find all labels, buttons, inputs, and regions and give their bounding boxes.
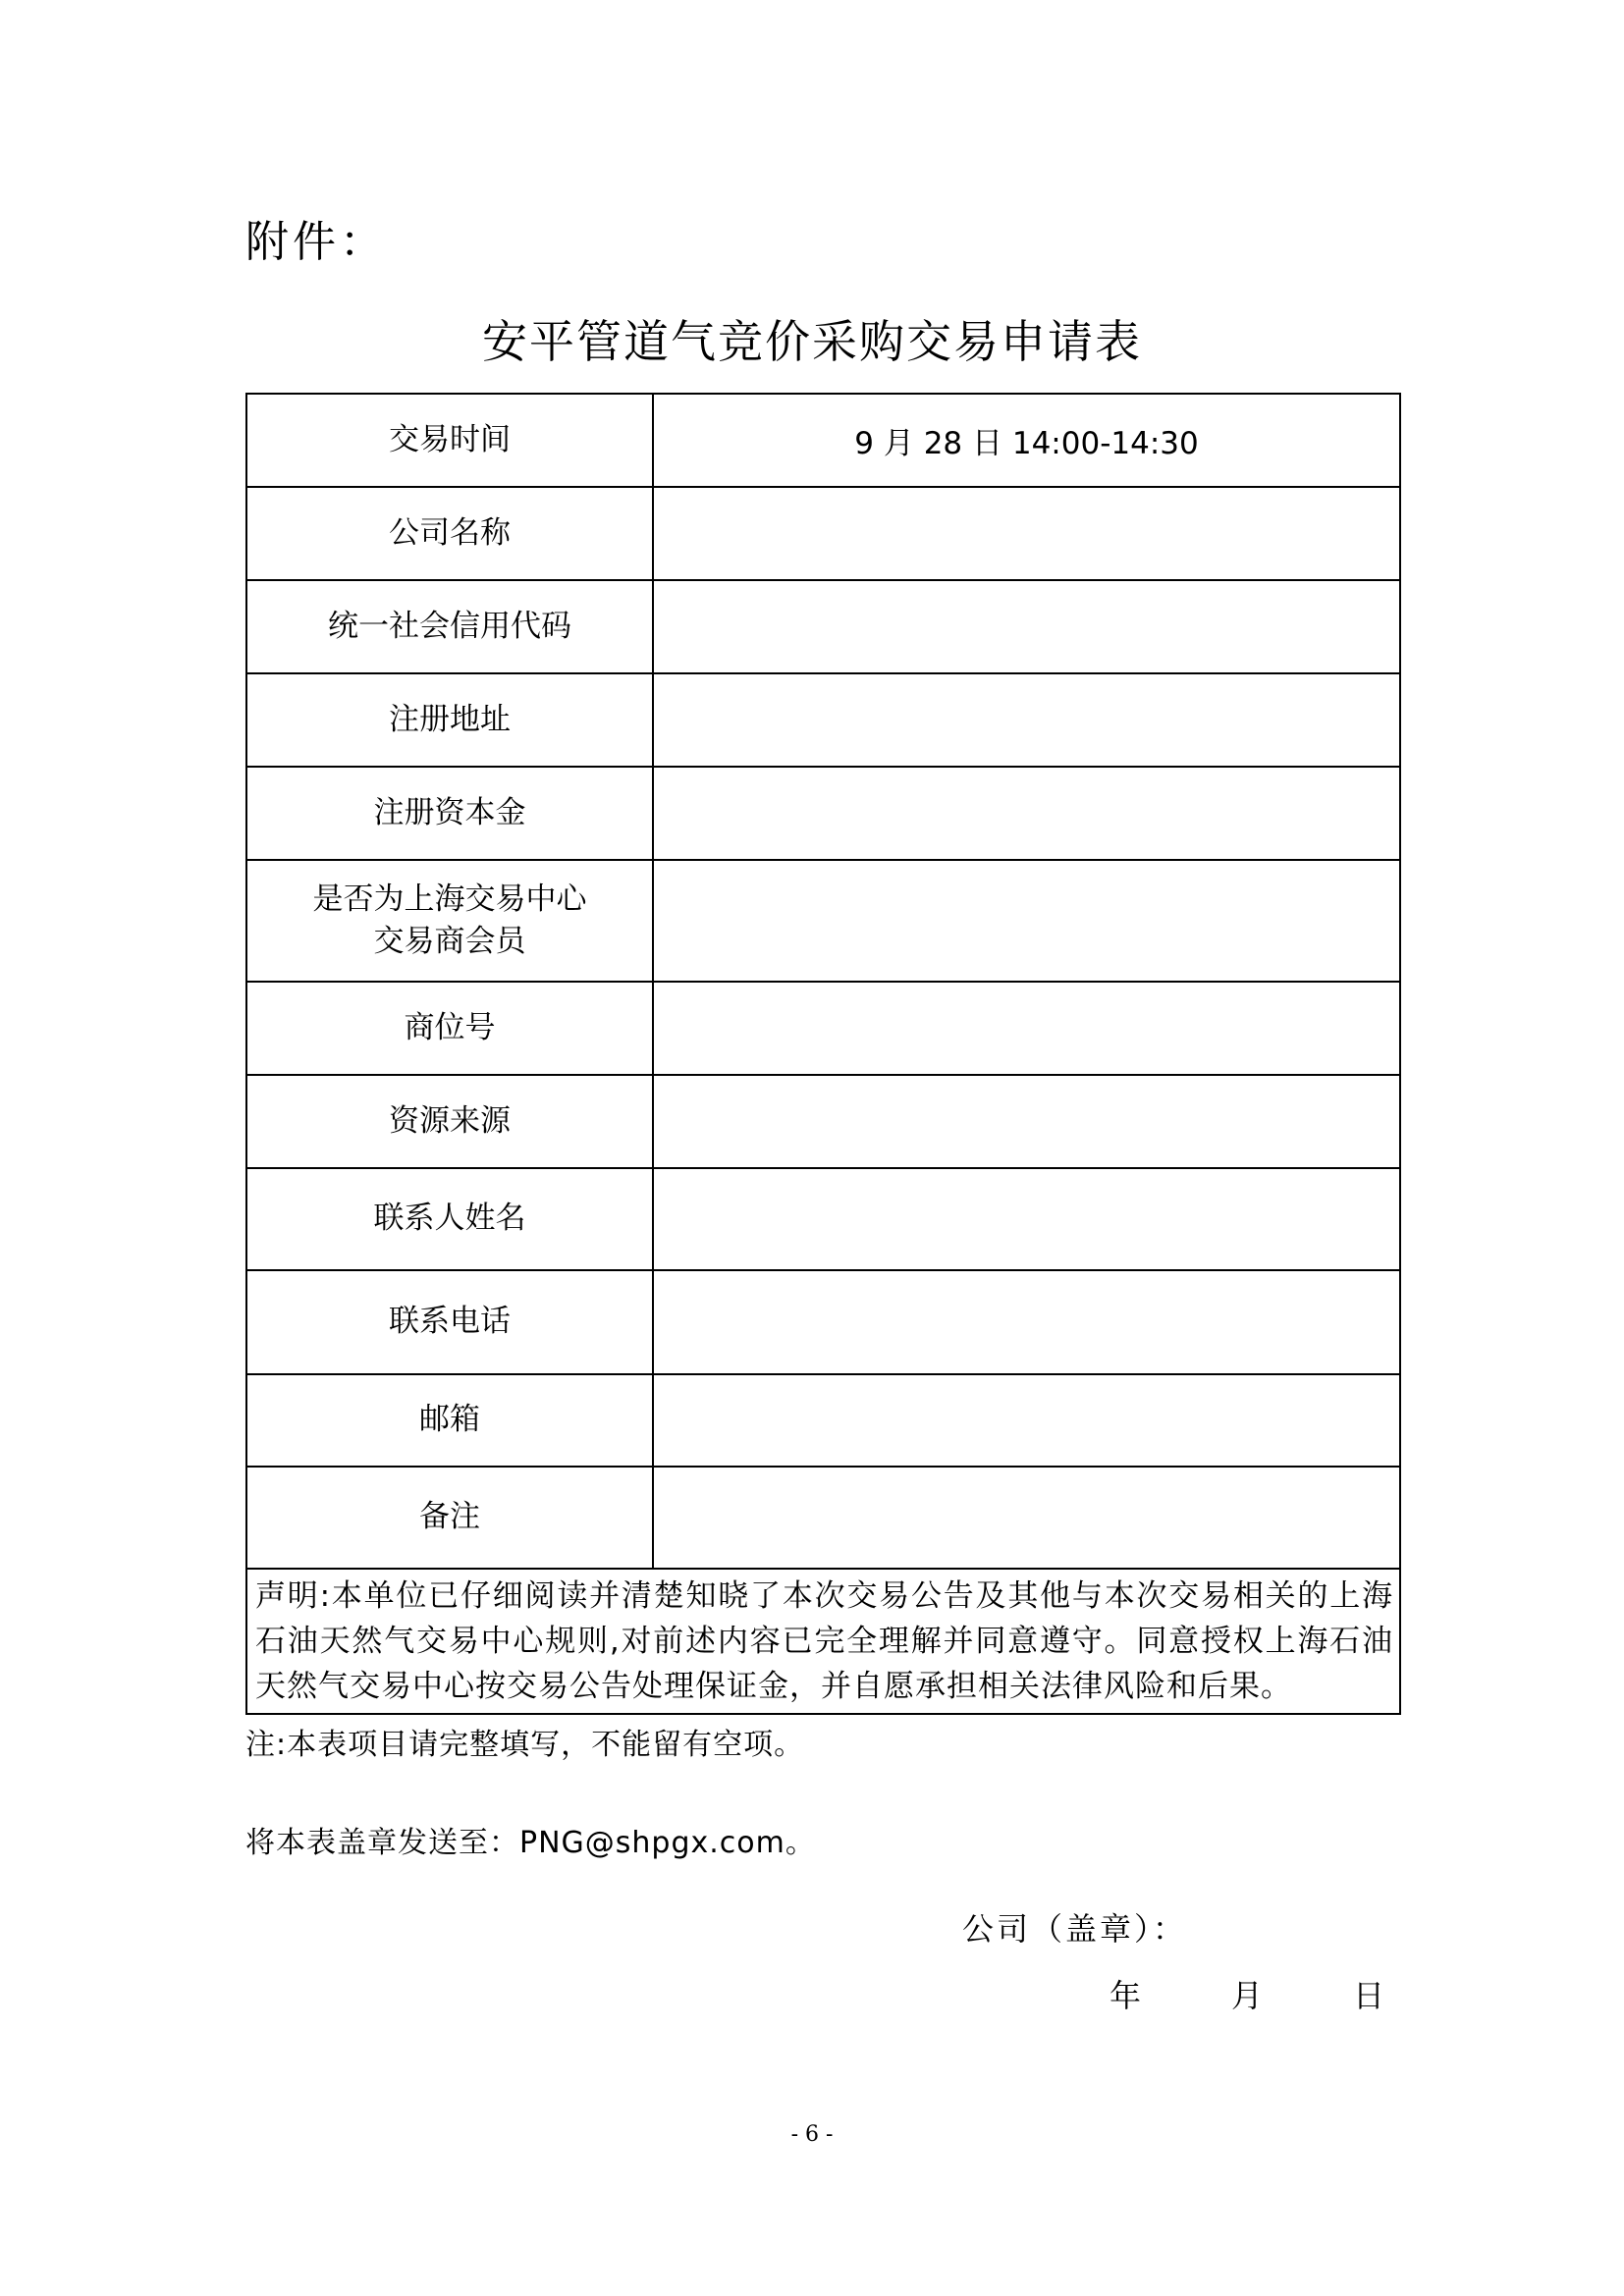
fill-note: 注:本表项目请完整填写，不能留有空项。: [245, 1728, 805, 1762]
date-month: 月: [1231, 1977, 1264, 2014]
table-row: [246, 1467, 1400, 1569]
row-label-contact-phone: 联系电话: [246, 1270, 653, 1374]
table-row: [246, 1270, 1400, 1374]
table-row: [246, 1569, 1400, 1714]
row-value-seat-number[interactable]: [653, 982, 1400, 1075]
row-label-company-name: 公司名称: [246, 487, 653, 580]
application-form-table: [245, 393, 1401, 1715]
page-number: - 6 -: [790, 2122, 834, 2147]
signature-date: [1110, 1971, 1475, 2016]
row-label-member-status-line1: 是否为上海交易中心: [312, 881, 587, 917]
declaration-text: 声明:本单位已仔细阅读并清楚知晓了本次交易公告及其他与本次交易相关的上海石油天然气交易中心规则,对前述内容已完全理解并同意遵守。同意授权上海石油天然气交易中心按交易公告处理保证金，并自愿承担相关法律风险和后果。: [246, 1569, 1400, 1714]
row-value-remarks[interactable]: [653, 1467, 1400, 1569]
table-row: [246, 580, 1400, 673]
attachment-heading: 附件：: [245, 217, 387, 267]
row-value-email[interactable]: [653, 1374, 1400, 1467]
row-label-seat-number: 商位号: [246, 982, 653, 1075]
date-day: 日: [1353, 1977, 1385, 2014]
table-row: [246, 982, 1400, 1075]
date-year: 年: [1110, 1977, 1142, 2014]
row-value-contact-name[interactable]: [653, 1168, 1400, 1270]
row-value-credit-code[interactable]: [653, 580, 1400, 673]
row-label-registered-capital: 注册资本金: [246, 767, 653, 860]
row-label-trade-time: 交易时间: [246, 394, 653, 487]
row-value-registered-address[interactable]: [653, 673, 1400, 767]
row-label-member-status-line2: 交易商会员: [373, 924, 526, 959]
send-instruction: 将本表盖章发送至：PNG@shpgx.com。: [245, 1826, 816, 1860]
row-label-remarks: 备注: [246, 1467, 653, 1569]
form-title: 安平管道气竞价采购交易申请表: [482, 315, 1142, 368]
table-row: [246, 767, 1400, 860]
table-row: [246, 1075, 1400, 1168]
row-label-resource-source: 资源来源: [246, 1075, 653, 1168]
row-value-member-status[interactable]: [653, 860, 1400, 982]
row-value-trade-time[interactable]: 9 月 28 日 14:00-14:30: [653, 394, 1400, 487]
row-label-email: 邮箱: [246, 1374, 653, 1467]
table-row: [246, 487, 1400, 580]
table-row: [246, 1374, 1400, 1467]
company-seal-label: 公司（盖章）：: [962, 1910, 1188, 1948]
table-row: [246, 673, 1400, 767]
row-label-member-status: [246, 860, 653, 982]
row-value-company-name[interactable]: [653, 487, 1400, 580]
row-value-contact-phone[interactable]: [653, 1270, 1400, 1374]
table-row: [246, 394, 1400, 487]
row-value-resource-source[interactable]: [653, 1075, 1400, 1168]
row-label-registered-address: 注册地址: [246, 673, 653, 767]
table-row: [246, 1168, 1400, 1270]
row-value-registered-capital[interactable]: [653, 767, 1400, 860]
row-label-contact-name: 联系人姓名: [246, 1168, 653, 1270]
row-label-credit-code: 统一社会信用代码: [246, 580, 653, 673]
table-row: [246, 860, 1400, 982]
